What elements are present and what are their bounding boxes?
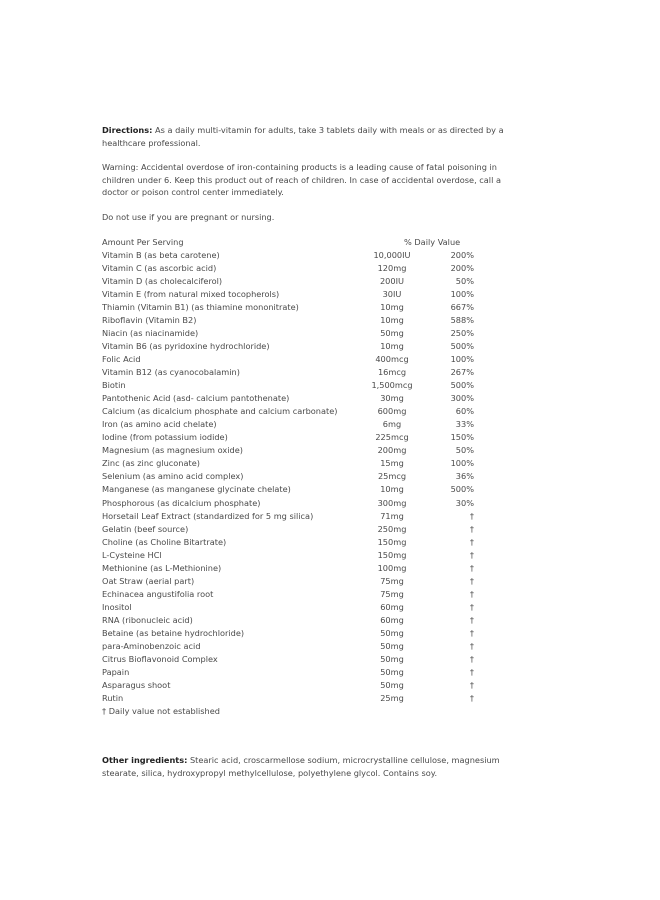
nutrient-daily-value: 36%: [455, 471, 474, 482]
nutrient-row: [102, 601, 522, 614]
nutrient-amount: 100mg: [377, 562, 407, 573]
nutrient-row: [102, 327, 522, 340]
nutrient-daily-value: 250%: [450, 327, 474, 338]
nutrient-row: [102, 314, 522, 327]
nutrient-name: Vitamin B6 (as pyridoxine hydrochloride): [102, 340, 270, 351]
nutrient-name: Niacin (as niacinamide): [102, 327, 199, 338]
nutrient-daily-value: 588%: [450, 314, 474, 325]
nutrient-name: Vitamin E (from natural mixed tocopherols): [102, 288, 280, 299]
nutrient-name: Betaine (as betaine hydrochloride): [102, 627, 245, 638]
nutrient-daily-value: 50%: [455, 445, 474, 456]
nutrient-row: [102, 457, 522, 470]
other-ingredients-label: Other ingredients:: [102, 755, 188, 766]
nutrient-daily-value: 30%: [455, 497, 474, 508]
daily-value-header: % Daily Value: [404, 236, 461, 247]
other-ingredients-text: Stearic acid, croscarmellose sodium, microcrystalline cellulose, magnesium stearate, silica, hydroxypropyl methylcellulose, polyethylene glycol. Contains soy.: [102, 755, 500, 778]
nutrient-row: [102, 392, 522, 405]
nutrient-daily-value: †: [469, 693, 474, 704]
nutrient-row: [102, 262, 522, 275]
nutrient-amount: 600mg: [377, 406, 407, 417]
nutrient-amount: 60mg: [380, 614, 404, 625]
nutrient-name: Iodine (from potassium iodide): [102, 432, 228, 443]
nutrient-row: [102, 588, 522, 601]
nutrient-row: [102, 497, 522, 510]
nutrient-name: Horsetail Leaf Extract (standardized for 5 mg silica): [102, 510, 314, 521]
nutrient-row: [102, 679, 522, 692]
nutrient-row: [102, 692, 522, 705]
nutrient-name: Oat Straw (aerial part): [102, 575, 195, 586]
nutrient-row: [102, 575, 522, 588]
nutrient-amount: 10mg: [380, 484, 404, 495]
nutrient-row: [102, 301, 522, 314]
nutrient-amount: 10,000IU: [373, 249, 411, 260]
nutrient-name: Phosphorous (as dicalcium phosphate): [102, 497, 261, 508]
nutrient-row: [102, 536, 522, 549]
nutrient-name: Asparagus shoot: [102, 680, 171, 691]
nutrient-daily-value: 500%: [450, 380, 474, 391]
nutrient-daily-value: †: [469, 601, 474, 612]
nutrient-amount: 30IU: [382, 288, 402, 299]
nutrient-name: L-Cysteine HCl: [102, 549, 162, 560]
nutrient-name: RNA (ribonucleic acid): [102, 614, 193, 625]
nutrient-daily-value: †: [469, 627, 474, 638]
nutrient-amount: 400mcg: [375, 353, 409, 364]
nutrient-amount: 150mg: [377, 536, 407, 547]
nutrient-amount: 75mg: [380, 588, 404, 599]
daily-value-footnote: † Daily value not established: [102, 706, 220, 717]
nutrient-name: Thiamin (Vitamin B1) (as thiamine mononitrate): [102, 301, 299, 312]
nutrient-amount: 25mg: [380, 693, 404, 704]
nutrient-amount: 250mg: [377, 523, 407, 534]
nutrient-row: [102, 614, 522, 627]
nutrient-row: [102, 340, 522, 353]
nutrient-row: [102, 418, 522, 431]
nutrient-amount: 10mg: [380, 340, 404, 351]
nutrient-name: Calcium (as dicalcium phosphate and calcium carbonate): [102, 406, 338, 417]
nutrient-amount: 120mg: [377, 262, 407, 273]
nutrient-row: [102, 249, 522, 262]
nutrient-daily-value: 267%: [450, 367, 474, 378]
nutrient-row: [102, 353, 522, 366]
nutrient-name: Iron (as amino acid chelate): [102, 419, 217, 430]
nutrient-daily-value: 50%: [455, 275, 474, 286]
nutrient-daily-value: 100%: [450, 353, 474, 364]
nutrient-daily-value: 500%: [450, 484, 474, 495]
nutrient-amount: 75mg: [380, 575, 404, 586]
warning-paragraph: Warning: Accidental overdose of iron-containing products is a leading cause of fatal poisoning in children under 6. Keep this product out of reach of children. In case of accidental overdose, call a doctor or poison control center immediately.: [102, 162, 501, 198]
nutrient-name: Choline (as Choline Bitartrate): [102, 536, 227, 547]
nutrient-daily-value: 667%: [450, 301, 474, 312]
nutrient-daily-value: 150%: [450, 432, 474, 443]
nutrient-amount: 16mcg: [377, 367, 407, 378]
nutrient-daily-value: 200%: [450, 249, 474, 260]
nutrient-amount: 1,500mcg: [371, 380, 413, 391]
nutrient-daily-value: †: [469, 588, 474, 599]
nutrient-name: Papain: [102, 667, 130, 678]
nutrient-daily-value: 200%: [450, 262, 474, 273]
nutrient-daily-value: †: [469, 549, 474, 560]
nutrient-amount: 10mg: [380, 314, 404, 325]
nutrient-name: Riboflavin (Vitamin B2): [102, 314, 197, 325]
supplement-facts-table: [102, 236, 522, 706]
nutrient-amount: 50mg: [380, 680, 404, 691]
nutrient-amount: 71mg: [380, 510, 404, 521]
nutrient-name: Inositol: [102, 601, 132, 612]
nutrient-daily-value: 33%: [455, 419, 474, 430]
nutrient-daily-value: †: [469, 510, 474, 521]
nutrient-daily-value: 500%: [450, 340, 474, 351]
nutrient-name: Zinc (as zinc gluconate): [102, 458, 200, 469]
nutrient-amount: 10mg: [380, 301, 404, 312]
nutrient-amount: 60mg: [380, 601, 404, 612]
nutrient-name: Gelatin (beef source): [102, 523, 189, 534]
nutrient-amount: 25mcg: [377, 471, 407, 482]
facts-header-row: [102, 236, 522, 249]
nutrient-name: Vitamin B (as beta carotene): [102, 249, 220, 260]
nutrient-name: Selenium (as amino acid complex): [102, 471, 244, 482]
nutrient-name: Vitamin D (as cholecalciferol): [102, 275, 223, 286]
nutrient-daily-value: †: [469, 575, 474, 586]
nutrient-name: Vitamin B12 (as cyanocobalamin): [102, 367, 240, 378]
nutrient-daily-value: 60%: [455, 406, 474, 417]
nutrient-daily-value: †: [469, 680, 474, 691]
nutrient-name: Methionine (as L-Methionine): [102, 562, 222, 573]
nutrient-row: [102, 288, 522, 301]
supplement-label-document: [102, 124, 522, 779]
nutrient-name: Manganese (as manganese glycinate chelate): [102, 484, 291, 495]
nutrient-daily-value: †: [469, 654, 474, 665]
nutrient-amount: 50mg: [380, 641, 404, 652]
nutrient-daily-value: 100%: [450, 288, 474, 299]
directions-paragraph: [102, 124, 522, 149]
nutrient-amount: 15mg: [380, 458, 404, 469]
directions-label: Directions:: [102, 125, 153, 135]
nutrient-amount: 300mg: [377, 497, 407, 508]
nutrient-amount: 225mcg: [375, 432, 409, 443]
nutrient-name: para-Aminobenzoic acid: [102, 641, 201, 652]
nutrient-row: [102, 549, 522, 562]
nutrient-row: [102, 431, 522, 444]
nutrient-daily-value: †: [469, 562, 474, 573]
other-ingredients-paragraph: [102, 754, 522, 779]
nutrient-amount: 200IU: [379, 275, 405, 286]
nutrient-name: Pantothenic Acid (asd- calcium pantothenate): [102, 393, 290, 404]
nutrient-row: [102, 653, 522, 666]
nutrient-row: [102, 379, 522, 392]
nutrient-name: Echinacea angustifolia root: [102, 588, 214, 599]
nutrient-amount: 50mg: [380, 654, 404, 665]
nutrient-daily-value: †: [469, 614, 474, 625]
nutrient-row: [102, 470, 522, 483]
nutrient-row: [102, 666, 522, 679]
nutrient-row: [102, 627, 522, 640]
nutrient-row: [102, 483, 522, 496]
nutrient-row: [102, 640, 522, 653]
nutrient-name: Folic Acid: [102, 353, 141, 364]
nutrient-name: Rutin: [102, 693, 124, 704]
nutrient-row: [102, 523, 522, 536]
nutrient-amount: 50mg: [380, 667, 404, 678]
nutrient-amount: 6mg: [382, 419, 402, 430]
directions-text: As a daily multi-vitamin for adults, take 3 tablets daily with meals or as directed by a healthcare professional.: [102, 125, 504, 148]
nutrient-daily-value: †: [469, 667, 474, 678]
nutrient-row: [102, 405, 522, 418]
nutrient-row: [102, 562, 522, 575]
nutrient-daily-value: 300%: [450, 393, 474, 404]
nutrient-daily-value: 100%: [450, 458, 474, 469]
amount-per-serving-header: Amount Per Serving: [102, 236, 184, 247]
nutrient-amount: 150mg: [377, 549, 407, 560]
nutrient-daily-value: †: [469, 523, 474, 534]
nutrient-name: Vitamin C (as ascorbic acid): [102, 262, 217, 273]
nutrient-amount: 50mg: [380, 327, 404, 338]
nutrient-row: [102, 366, 522, 379]
nutrient-daily-value: †: [469, 641, 474, 652]
nutrient-daily-value: †: [469, 536, 474, 547]
nutrient-row: [102, 275, 522, 288]
nutrient-row: [102, 444, 522, 457]
nutrient-amount: 200mg: [377, 445, 407, 456]
nutrient-row: [102, 510, 522, 523]
nutrient-name: Biotin: [102, 380, 126, 391]
nutrient-name: Citrus Bioflavonoid Complex: [102, 654, 218, 665]
nutrient-name: Magnesium (as magnesium oxide): [102, 445, 243, 456]
nutrient-amount: 30mg: [380, 393, 404, 404]
pregnancy-notice: Do not use if you are pregnant or nursing.: [102, 211, 275, 222]
nutrient-amount: 50mg: [380, 627, 404, 638]
